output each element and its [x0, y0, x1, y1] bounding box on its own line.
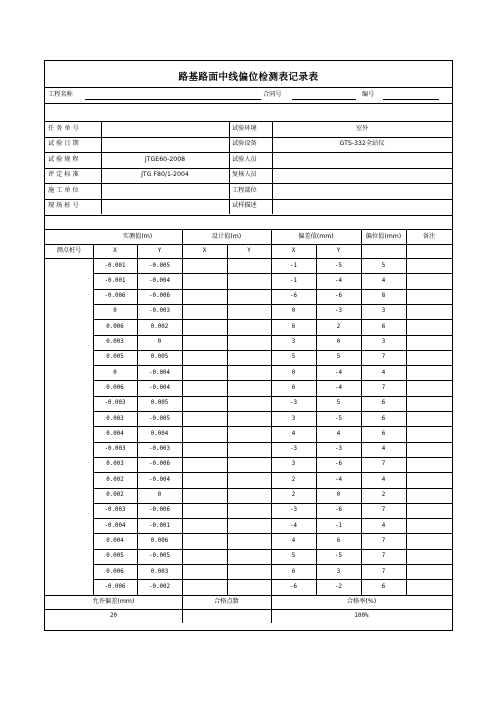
- tolerance-value: 20: [110, 613, 117, 620]
- info-bottom-line: [45, 215, 452, 216]
- deviation-y-cell: -5: [335, 262, 342, 269]
- row-line: [93, 365, 452, 366]
- measured-y-cell: 0.004: [150, 430, 169, 437]
- project-label: 工程名称: [48, 91, 73, 98]
- contract-label: 合同号: [263, 91, 282, 98]
- row-line: [93, 549, 452, 550]
- header-divider: [45, 103, 452, 104]
- measured-x-cell: 0.003: [106, 461, 124, 468]
- tolerance-label: 允许偏差(mm): [92, 598, 135, 606]
- deviation-x-cell: -1: [290, 277, 297, 284]
- row-line: [93, 503, 452, 504]
- deviation-y-cell: -5: [335, 553, 342, 560]
- row-line: [93, 488, 452, 489]
- measured-x-cell: 0.006: [106, 384, 124, 391]
- measured-y-cell: -0.003: [149, 446, 170, 453]
- measured-y-cell: 0.002: [150, 323, 169, 330]
- deviation-y-cell: 3: [336, 568, 341, 575]
- project-field[interactable]: [85, 99, 261, 100]
- row-line: [93, 411, 452, 412]
- measured-x-cell: 0.005: [106, 553, 124, 560]
- row-line: [93, 304, 452, 305]
- offset-cell: 6: [381, 323, 386, 330]
- measured-y-cell: 0: [157, 339, 162, 345]
- deviation-x-cell: 0: [291, 369, 296, 376]
- row-line: [93, 396, 452, 397]
- data-top-line: [45, 258, 452, 259]
- subheader-top-line: [45, 244, 452, 245]
- deviation-y-cell: 2: [336, 323, 341, 330]
- table-top-line: [45, 229, 452, 230]
- info-right-label: 试验设备: [232, 140, 257, 147]
- deviation-y-cell: -4: [335, 369, 342, 376]
- design-header: 设计值(m): [211, 232, 242, 240]
- deviation-x-cell: -4: [290, 522, 297, 529]
- measured-x-cell: 0.002: [106, 476, 124, 483]
- row-line: [93, 426, 452, 427]
- offset-cell: 7: [381, 354, 386, 361]
- deviation-y-cell: 0: [336, 339, 341, 345]
- info-left-label: 任 务 单 号: [48, 124, 79, 132]
- offset-cell: 5: [381, 262, 386, 269]
- deviation-x-cell: 2: [291, 476, 296, 483]
- row-line: [93, 442, 452, 443]
- row-line: [93, 518, 452, 519]
- deviation-x-cell: 6: [291, 568, 296, 575]
- deviation-x-cell: -3: [290, 507, 297, 514]
- deviation-y-cell: 6: [336, 537, 341, 544]
- measured-y-cell: -0.005: [149, 553, 170, 560]
- row-line: [93, 457, 452, 458]
- contract-field[interactable]: [292, 99, 356, 100]
- offset-cell: 3: [381, 308, 386, 315]
- offset-cell: 4: [381, 369, 386, 376]
- info-right-label: 工程部位: [232, 186, 257, 194]
- x-subheader: X: [202, 248, 207, 254]
- offset-cell: 6: [381, 583, 386, 590]
- y-subheader: Y: [157, 248, 162, 254]
- deviation-y-cell: 0: [336, 492, 341, 498]
- offset-cell: 7: [381, 461, 386, 468]
- info-top-line: [45, 121, 452, 122]
- measured-y-cell: 0.005: [150, 400, 169, 407]
- measured-y-cell: 0.003: [150, 568, 169, 575]
- row-line: [93, 273, 452, 274]
- pass-rate-label: 合格率(%): [346, 598, 377, 606]
- measured-x-cell: 0.006: [106, 568, 124, 575]
- measured-y-cell: -0.003: [149, 308, 170, 315]
- pass-count-label: 合格点数: [214, 598, 239, 606]
- x-subheader: X: [113, 248, 117, 254]
- offset-cell: 4: [381, 522, 386, 529]
- y-subheader: Y: [247, 248, 251, 254]
- offset-cell: 6: [381, 415, 386, 422]
- col-line: [406, 229, 407, 595]
- measured-x-cell: -0.003: [104, 446, 126, 453]
- measured-x-cell: 0.005: [106, 354, 124, 361]
- deviation-x-cell: 5: [291, 354, 296, 361]
- measured-y-cell: -0.005: [149, 415, 170, 422]
- measured-y-cell: -0.004: [149, 369, 170, 376]
- row-line: [93, 380, 452, 381]
- deviation-x-cell: -1: [290, 262, 297, 269]
- deviation-x-cell: 3: [291, 415, 296, 422]
- measured-y-cell: -0.006: [149, 461, 170, 468]
- measured-x-cell: 0: [113, 369, 117, 376]
- offset-cell: 7: [381, 507, 386, 514]
- col-line: [227, 244, 228, 595]
- deviation-x-cell: 4: [291, 430, 296, 437]
- info-right-value[interactable]: GTS-332全站仪: [339, 140, 385, 147]
- deviation-x-cell: -6: [290, 583, 297, 590]
- record-sheet: [44, 60, 453, 631]
- pass-rate-value: 100%: [354, 613, 369, 620]
- offset-cell: 7: [381, 384, 386, 391]
- row-line: [93, 319, 452, 320]
- measured-x-cell: -0.006: [104, 583, 126, 590]
- measured-x-cell: -0.004: [104, 522, 126, 529]
- offset-cell: 4: [381, 476, 386, 483]
- offset-cell: 7: [381, 537, 386, 544]
- measured-y-cell: -0.004: [149, 384, 170, 391]
- info-row-line: [45, 168, 452, 169]
- info-left-label: 现 场 桩 号: [48, 202, 79, 209]
- data-bottom-line: [45, 595, 452, 596]
- deviation-x-cell: 6: [291, 384, 296, 391]
- measured-x-cell: 0.006: [106, 323, 124, 330]
- measured-y-cell: -0.006: [149, 293, 170, 300]
- deviation-x-cell: 2: [291, 492, 296, 498]
- row-line: [93, 579, 452, 580]
- offset-cell: 7: [381, 568, 386, 575]
- deviation-y-cell: -3: [335, 308, 342, 315]
- offset-cell: 6: [381, 400, 386, 407]
- serial-field[interactable]: [383, 99, 439, 100]
- offset-cell: 7: [381, 553, 386, 560]
- measured-x-cell: 0.003: [106, 415, 124, 422]
- measured-x-cell: 0.004: [106, 430, 124, 437]
- offset-cell: 2: [381, 492, 386, 498]
- info-right-label: 复核人员: [232, 171, 257, 178]
- offset-cell: 3: [381, 339, 386, 345]
- offset-cell: 6: [381, 430, 386, 437]
- deviation-y-cell: 4: [336, 430, 341, 437]
- measured-y-cell: 0: [157, 492, 162, 498]
- measured-y-cell: -0.006: [149, 507, 170, 514]
- summary-mid-line: [45, 609, 452, 610]
- row-line: [93, 564, 452, 565]
- sheet-title: 路基路面中线偏位检测表记录表: [178, 72, 319, 83]
- y-subheader: Y: [336, 248, 341, 254]
- col-line: [182, 229, 183, 595]
- deviation-y-cell: -6: [335, 507, 342, 514]
- offset-header: 偏位值(mm): [365, 232, 402, 240]
- measured-x-cell: -0.001: [104, 262, 126, 269]
- info-left-value[interactable]: JTG F80/1-2004: [141, 171, 189, 178]
- info-left-label: 评 定 标 准: [48, 171, 79, 178]
- deviation-y-cell: -4: [335, 384, 342, 391]
- station-header: 测点桩号: [56, 247, 82, 254]
- measured-header: 实测值(m): [122, 232, 153, 240]
- remark-header: 备注: [422, 232, 436, 240]
- info-row-line: [45, 199, 452, 200]
- row-line: [93, 472, 452, 473]
- measured-y-cell: -0.004: [149, 277, 170, 284]
- measured-y-cell: -0.002: [149, 583, 170, 590]
- deviation-x-cell: 4: [291, 537, 296, 544]
- info-row-line: [45, 183, 452, 184]
- row-line: [93, 533, 452, 534]
- deviation-x-cell: 5: [291, 553, 296, 560]
- deviation-y-cell: -6: [335, 293, 342, 300]
- info-right-label: 试样描述: [232, 202, 257, 209]
- deviation-x-cell: -3: [290, 446, 297, 453]
- measured-x-cell: 0.002: [106, 492, 124, 498]
- deviation-header: 偏差值(mm): [298, 232, 334, 240]
- deviation-y-cell: -2: [335, 583, 342, 590]
- measured-y-cell: -0.005: [149, 262, 170, 269]
- measured-x-cell: -0.003: [104, 400, 126, 407]
- deviation-y-cell: 5: [336, 354, 341, 361]
- offset-cell: 4: [381, 277, 386, 284]
- info-left-label: 试 验 日 期: [48, 140, 79, 147]
- measured-x-cell: -0.006: [104, 293, 126, 300]
- deviation-y-cell: 5: [336, 400, 341, 407]
- info-left-label: 施 工 单 位: [48, 186, 79, 194]
- info-left-value[interactable]: JTGE60-2008: [144, 155, 186, 163]
- deviation-x-cell: 0: [291, 308, 296, 315]
- title-divider: [45, 87, 452, 88]
- deviation-x-cell: 3: [291, 339, 296, 345]
- deviation-y-cell: -3: [335, 446, 342, 453]
- measured-y-cell: 0.006: [150, 537, 169, 544]
- info-row-line: [45, 137, 452, 138]
- offset-cell: 4: [381, 446, 386, 453]
- deviation-y-cell: -5: [335, 415, 342, 422]
- deviation-x-cell: -6: [290, 293, 297, 300]
- measured-x-cell: 0.004: [106, 537, 124, 544]
- measured-x-cell: 0.003: [106, 339, 124, 345]
- deviation-x-cell: -3: [290, 400, 297, 407]
- deviation-x-cell: 6: [291, 323, 296, 330]
- deviation-y-cell: -4: [335, 476, 342, 483]
- measured-x-cell: 0: [113, 308, 117, 315]
- measured-y-cell: -0.001: [149, 522, 170, 529]
- info-right-label: 试验人员: [232, 155, 257, 163]
- info-row-line: [45, 152, 452, 153]
- deviation-y-cell: -1: [335, 522, 342, 529]
- measured-x-cell: -0.001: [104, 277, 126, 284]
- measured-x-cell: -0.003: [104, 507, 126, 514]
- serial-label: 编号: [362, 91, 375, 98]
- row-line: [93, 350, 452, 351]
- measured-y-cell: -0.004: [149, 476, 170, 483]
- info-right-label: 试验环境: [232, 124, 257, 132]
- row-line: [93, 335, 452, 336]
- offset-cell: 8: [381, 293, 386, 300]
- measured-y-cell: 0.005: [150, 354, 169, 361]
- deviation-x-cell: 3: [291, 461, 296, 468]
- deviation-y-cell: -4: [335, 277, 342, 284]
- row-line: [93, 289, 452, 290]
- info-left-label: 试 验 规 程: [48, 155, 79, 163]
- x-subheader: X: [291, 248, 296, 254]
- deviation-y-cell: -6: [335, 461, 342, 468]
- info-right-value[interactable]: 室外: [355, 124, 369, 132]
